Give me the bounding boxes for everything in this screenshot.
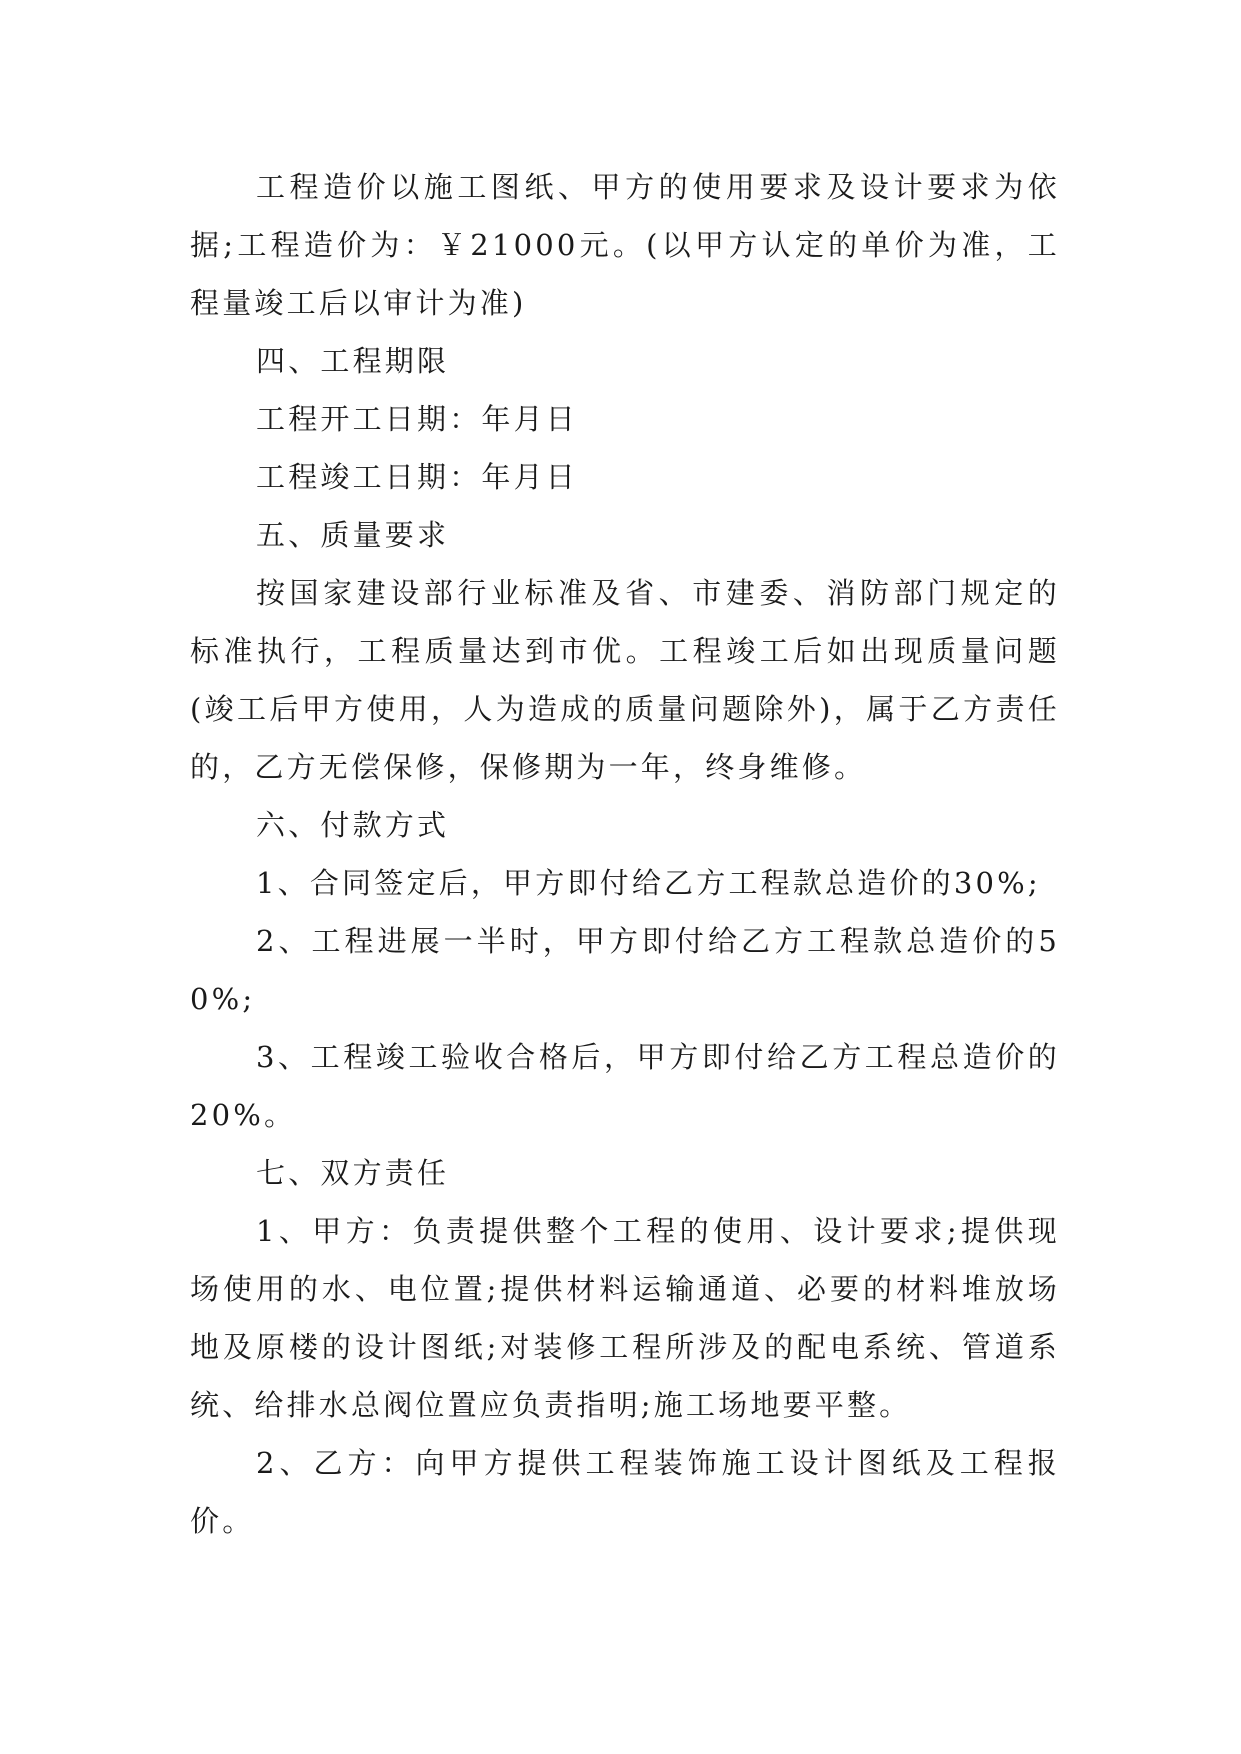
paragraph-cost-basis: 工程造价以施工图纸、甲方的使用要求及设计要求为依据;工程造价为：￥21000元。(以甲方认定的单价为准，工程量竣工后以审计为准) [190,170,1060,320]
heading-payment-method: 六、付款方式 [256,808,450,842]
paragraph-party-a-duty: 1、甲方：负责提供整个工程的使用、设计要求;提供现场使用的水、电位置;提供材料运输通道、必要的材料堆放场地及原楼的设计图纸;对装修工程所涉及的配电系统、管道系统、给排水总阀位置应负责指明;施工场地要平整。 [190,1214,1060,1422]
heading-responsibilities: 七、双方责任 [256,1156,450,1190]
paragraph-party-b-duty: 2、乙方：向甲方提供工程装饰施工设计图纸及工程报价。 [190,1446,1060,1538]
paragraph-start-date: 工程开工日期：年月日 [256,402,579,436]
paragraph-payment-2: 2、工程进展一半时，甲方即付给乙方工程款总造价的50%; [190,924,1060,1016]
paragraph-payment-3: 3、工程竣工验收合格后，甲方即付给乙方工程总造价的20%。 [190,1040,1060,1132]
paragraph-quality-standard: 按国家建设部行业标准及省、市建委、消防部门规定的标准执行，工程质量达到市优。工程竣工后如出现质量问题(竣工后甲方使用，人为造成的质量问题除外)，属于乙方责任的，乙方无偿保修，保修期为一年，终身维修。 [190,576,1060,784]
paragraph-completion-date: 工程竣工日期：年月日 [256,460,579,494]
document-body [190,158,1060,1550]
heading-quality-requirements: 五、质量要求 [256,518,450,552]
paragraph-payment-1: 1、合同签定后，甲方即付给乙方工程款总造价的30%; [256,866,1041,900]
heading-project-period: 四、工程期限 [256,344,450,378]
